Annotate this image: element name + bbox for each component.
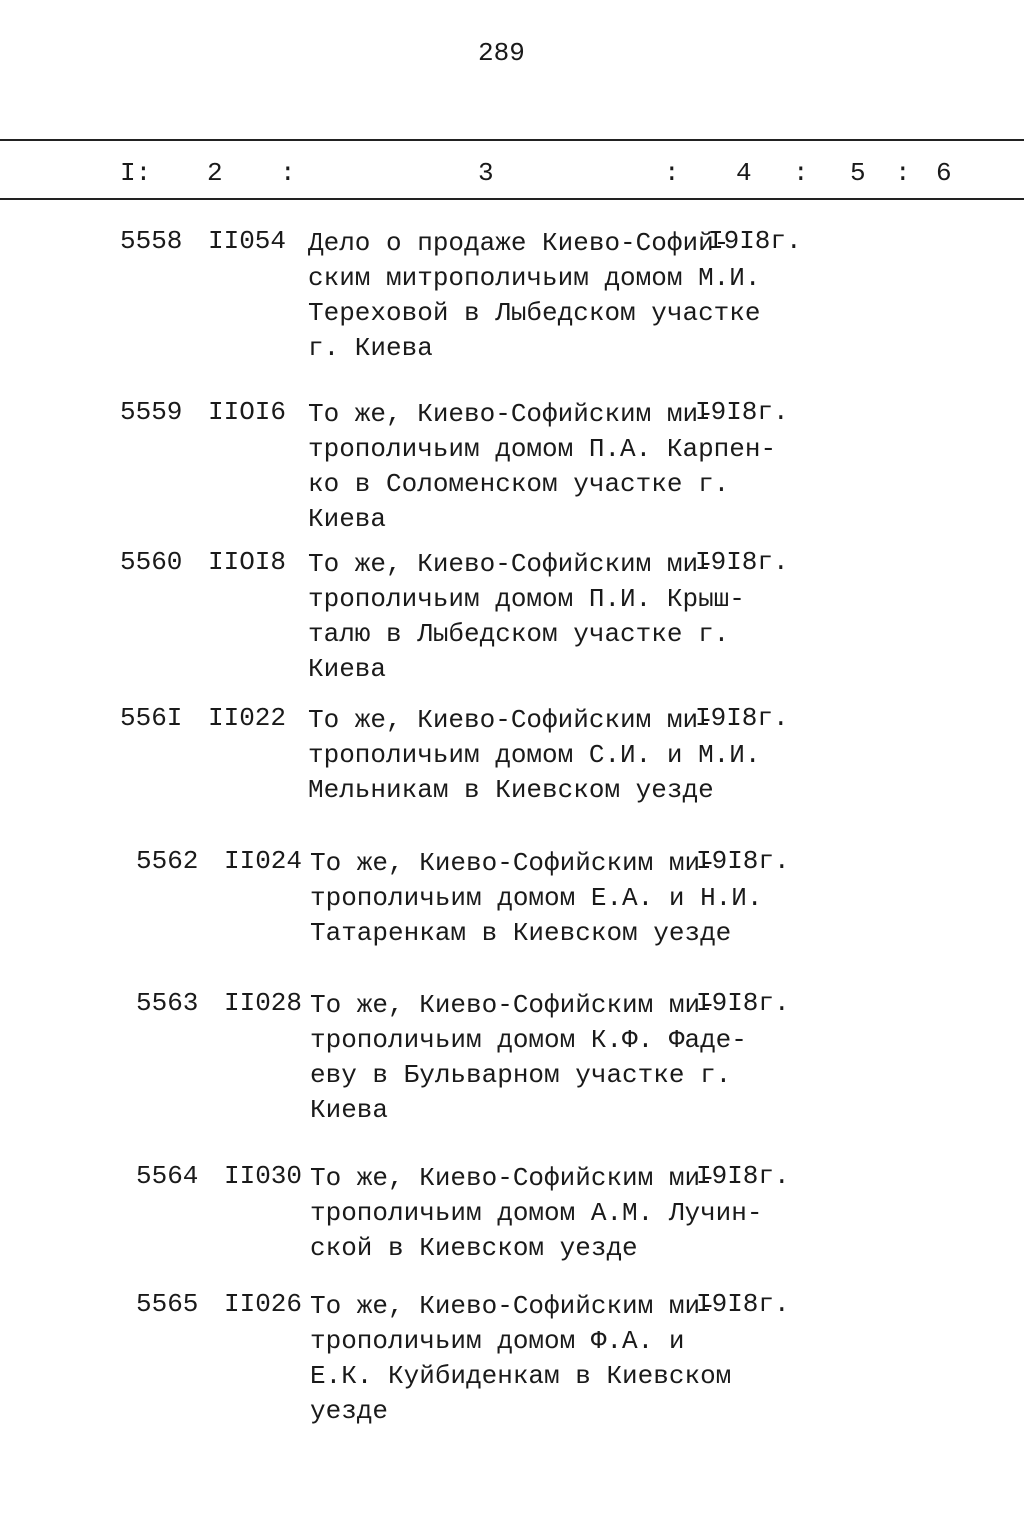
entry-year: I9I8г.	[696, 1289, 790, 1319]
entry-year: I9I8г.	[695, 703, 789, 733]
entry-year: I9I8г.	[708, 226, 802, 256]
header-rule-bottom	[0, 198, 1024, 200]
entry-number: 5565	[136, 1289, 199, 1319]
entry-description: То же, Киево-Софийским ми- трополичьим домом А.М. Лучин- ской в Киевском уезде	[310, 1163, 763, 1263]
entry-number: 5559	[120, 397, 183, 427]
header-rule-top	[0, 139, 1024, 141]
entry-number: 5564	[136, 1161, 199, 1191]
entry-description: То же, Киево-Софийским ми- трополичьим домом П.А. Карпен- ко в Соломенском участке г. Киева	[308, 399, 777, 534]
column-header-3: 3	[478, 158, 494, 188]
column-header-1: I:	[120, 158, 152, 188]
column-header-6: 6	[936, 158, 952, 188]
page-number: 289	[478, 38, 525, 68]
archive-number: II054	[208, 226, 287, 256]
entry-description: То же, Киево-Софийским ми- трополичьим домом С.И. и М.И. Мельникам в Киевском уезде	[308, 705, 761, 805]
column-header-4: 4	[736, 158, 752, 188]
column-separator: :	[280, 158, 296, 188]
entry-number: 556I	[120, 703, 183, 733]
column-separator: :	[895, 158, 911, 188]
entry-year: I9I8г.	[696, 846, 790, 876]
archive-number: IIOI6	[208, 397, 287, 427]
column-header-2: 2	[207, 158, 223, 188]
entry-description: Дело о продаже Киево-Софий- ским митрополичьим домом М.И. Тереховой в Лыбедском участке г. Киева	[308, 228, 761, 363]
entry-description: То же, Киево-Софийским ми- трополичьим домом Ф.А. и Е.К. Куйбиденкам в Киевском уезде	[310, 1291, 732, 1426]
entry-number: 5558	[120, 226, 183, 256]
entry-description: То же, Киево-Софийским ми- трополичьим домом К.Ф. Фаде- еву в Бульварном участке г. Киева	[310, 990, 747, 1125]
entry-number: 5563	[136, 988, 199, 1018]
archive-number: II028	[224, 988, 303, 1018]
archive-number: IIOI8	[208, 547, 287, 577]
entry-year: I9I8г.	[695, 547, 789, 577]
entry-year: I9I8г.	[695, 397, 789, 427]
entry-number: 5562	[136, 846, 199, 876]
column-separator: :	[793, 158, 809, 188]
entry-description: То же, Киево-Софийским ми- трополичьим домом Е.А. и Н.И. Татаренкам в Киевском уезде	[310, 848, 763, 948]
archive-number: II024	[224, 846, 303, 876]
entry-number: 5560	[120, 547, 183, 577]
archive-number: II030	[224, 1161, 303, 1191]
entry-year: I9I8г.	[696, 1161, 790, 1191]
entry-description: То же, Киево-Софийским ми- трополичьим домом П.И. Крыш- талю в Лыбедском участке г. Киева	[308, 549, 745, 684]
column-header-5: 5	[850, 158, 866, 188]
column-separator: :	[664, 158, 680, 188]
archive-number: II026	[224, 1289, 303, 1319]
entry-year: I9I8г.	[696, 988, 790, 1018]
archive-number: II022	[208, 703, 287, 733]
